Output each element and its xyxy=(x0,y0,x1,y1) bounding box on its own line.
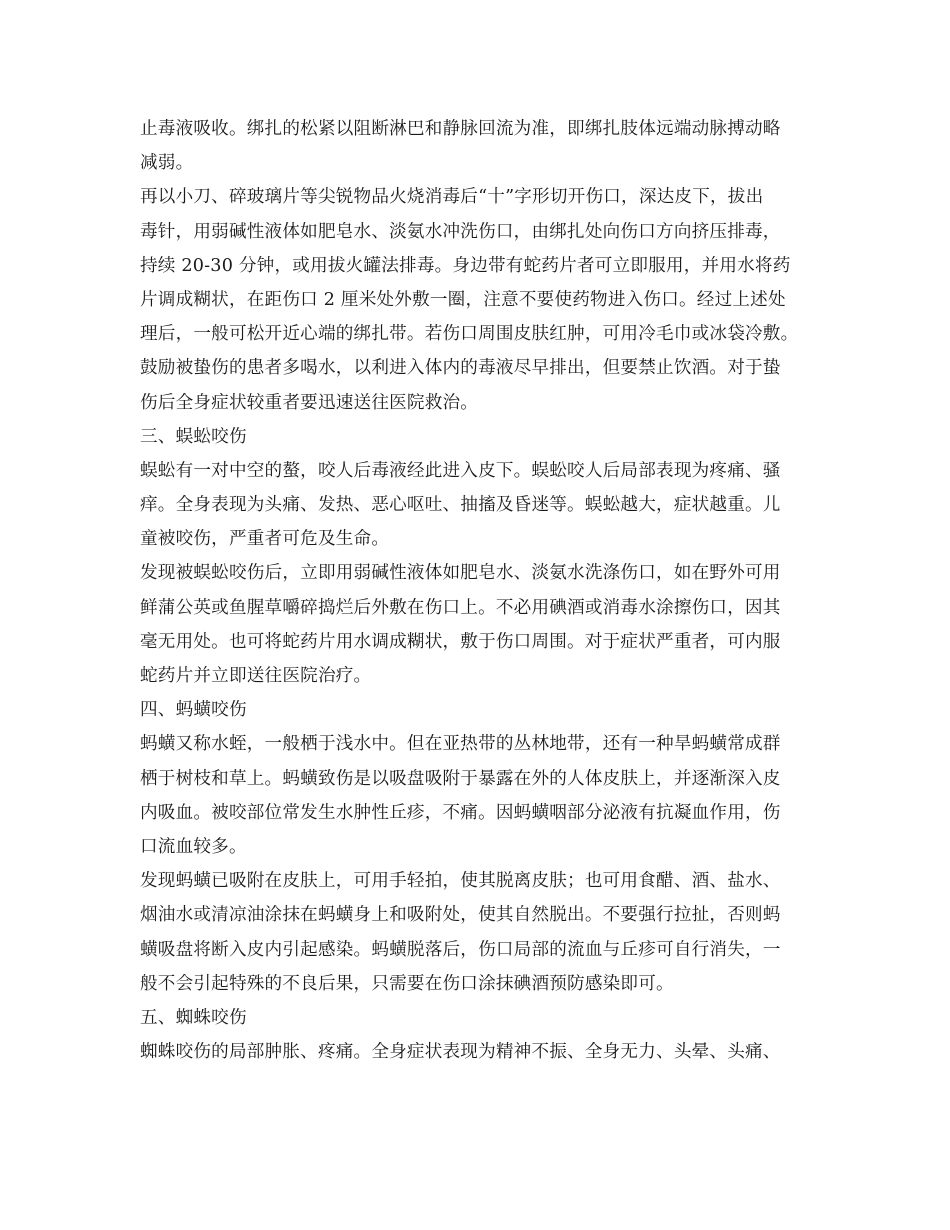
paragraph xyxy=(140,1035,820,1069)
text-line: 鼓励被蛰伤的患者多喝水，以利进入体内的毒液尽早排出，但要禁止饮酒。对于蛰 xyxy=(140,358,781,379)
text-line: 减弱。 xyxy=(140,153,194,174)
text-line: 般不会引起特殊的不良后果，只需要在伤口涂抹碘酒预防感染即可。 xyxy=(140,973,674,994)
text-line: 毫无用处。也可将蛇药片用水调成糊状，敷于伤口周围。对于症状严重者，可内服 xyxy=(140,631,781,652)
text-line: 发现蚂蟥已吸附在皮肤上，可用手轻拍，使其脱离皮肤；也可用食醋、酒、盐水、 xyxy=(140,871,781,892)
text-line: 再以小刀、碎玻璃片等尖锐物品火烧消毒后“十”字形切开伤口，深达皮下，拔出 xyxy=(140,187,764,208)
text-line: 毒针，用弱碱性液体如肥皂水、淡氨水冲洗伤口，由绑扎处向伤口方向挤压排毒， xyxy=(140,221,781,242)
text-line: 伤后全身症状较重者要迅速送往医院救治。 xyxy=(140,392,479,413)
text-line: 内吸血。被咬部位常发生水肿性丘疹，不痛。因蚂蟥咽部分泌液有抗凝血作用，伤 xyxy=(140,802,781,823)
section-heading: 三、蜈蚣咬伤 xyxy=(140,426,247,447)
text-line: 持续 20-30 分钟，或用拔火罐法排毒。身边带有蛇药片者可立即服用，并用水将药 xyxy=(140,255,791,276)
text-line: 烟油水或清凉油涂抹在蚂蟥身上和吸附处，使其自然脱出。不要强行拉扯，否则蚂 xyxy=(140,905,781,926)
text-line: 口流血较多。 xyxy=(140,836,247,857)
text-line: 鲜蒲公英或鱼腥草嚼碎捣烂后外敷在伤口上。不必用碘酒或消毒水涂擦伤口，因其 xyxy=(140,597,781,618)
text-line: 栖于树枝和草上。蚂蟥致伤是以吸盘吸附于暴露在外的人体皮肤上，并逐渐深入皮 xyxy=(140,768,781,789)
text-line: 痒。全身表现为头痛、发热、恶心呕吐、抽搐及昏迷等。蜈蚣越大，症状越重。儿 xyxy=(140,495,781,516)
document-body xyxy=(140,112,820,1069)
paragraph xyxy=(140,556,820,693)
text-line: 蜈蚣有一对中空的螯，咬人后毒液经此进入皮下。蜈蚣咬人后局部表现为疼痛、骚 xyxy=(140,460,781,481)
paragraph xyxy=(140,864,820,1001)
text-line: 童被咬伤，严重者可危及生命。 xyxy=(140,529,390,550)
text-line: 止毒液吸收。绑扎的松紧以阻断淋巴和静脉回流为准，即绑扎肢体远端动脉搏动略 xyxy=(140,119,781,139)
text-line: 理后，一般可松开近心端的绑扎带。若伤口周围皮肤红肿，可用冷毛巾或冰袋冷敷。 xyxy=(140,324,799,345)
paragraph xyxy=(140,454,820,557)
paragraph xyxy=(140,180,820,419)
text-line: 蜘蛛咬伤的局部肿胀、疼痛。全身症状表现为精神不振、全身无力、头晕、头痛、 xyxy=(140,1042,781,1063)
text-line: 蛇药片并立即送往医院治疗。 xyxy=(140,666,372,686)
section-heading: 五、蜘蛛咬伤 xyxy=(140,1007,247,1028)
paragraph xyxy=(140,112,820,180)
paragraph xyxy=(140,727,820,864)
text-line: 发现被蜈蚣咬伤后，立即用弱碱性液体如肥皂水、淡氨水洗涤伤口，如在野外可用 xyxy=(140,563,781,584)
text-line: 蟥吸盘将断入皮内引起感染。蚂蟥脱落后，伤口局部的流血与丘疹可自行消失，一 xyxy=(140,939,781,960)
text-line: 蚂蟥又称水蛭，一般栖于浅水中。但在亚热带的丛林地带，还有一种旱蚂蟥常成群 xyxy=(140,734,781,755)
section-heading: 四、蚂蟥咬伤 xyxy=(140,700,247,721)
text-line: 片调成糊状，在距伤口 2 厘米处外敷一圈，注意不要使药物进入伤口。经过上述处 xyxy=(140,289,786,310)
